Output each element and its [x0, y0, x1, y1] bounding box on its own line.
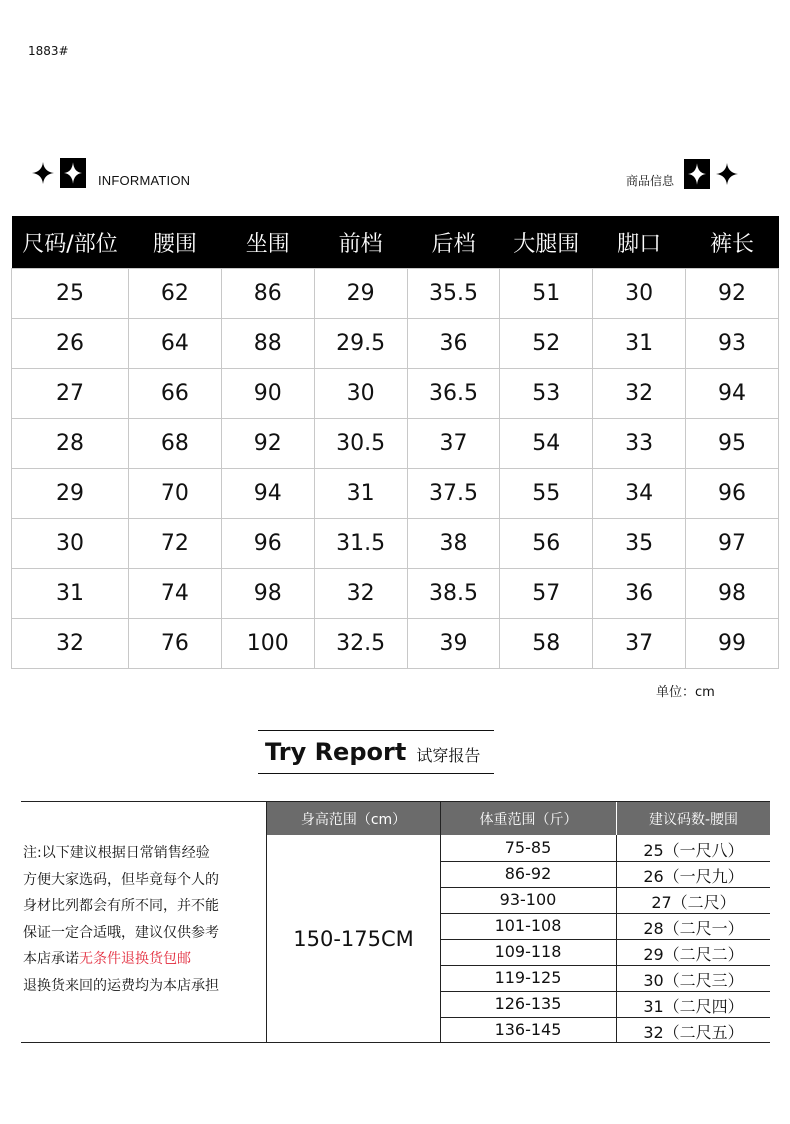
measurement-cell: 38.5 — [407, 569, 500, 619]
weight-range-cell: 86-92 — [504, 864, 552, 883]
measurement-cell: 31 — [593, 319, 686, 369]
weight-range-cell: 75-85 — [504, 838, 552, 857]
report-row — [441, 835, 770, 862]
suggested-size-cell: 29（二尺二） — [643, 945, 744, 964]
measurement-cell: 100 — [221, 619, 314, 669]
measurement-cell: 36.5 — [407, 369, 500, 419]
weight-range-cell: 136-145 — [494, 1020, 562, 1039]
header-cell: 前档 — [314, 216, 407, 269]
measurement-cell: 58 — [500, 619, 593, 669]
note-line: 身材比列都会有所不同，并不能 — [23, 898, 219, 914]
note-line — [23, 946, 263, 973]
measurement-cell: 92 — [221, 419, 314, 469]
product-info-heading — [626, 158, 738, 189]
measurement-cell: 62 — [129, 269, 222, 319]
measurement-cell: 54 — [500, 419, 593, 469]
sparkle-box-icon — [684, 159, 710, 189]
report-row — [441, 1017, 770, 1043]
measurement-cell: 39 — [407, 619, 500, 669]
free-return-promise: 无条件退换货包邮 — [79, 951, 191, 967]
measurement-cell: 34 — [593, 469, 686, 519]
measurement-cell: 51 — [500, 269, 593, 319]
size-chart-header-row — [12, 216, 779, 269]
report-row — [441, 991, 770, 1018]
suggested-size-cell: 26（一尺九） — [643, 867, 744, 886]
measurement-cell: 99 — [686, 619, 779, 669]
size-row — [12, 519, 779, 569]
measurement-cell: 29.5 — [314, 319, 407, 369]
weight-range-cell: 126-135 — [494, 994, 562, 1013]
measurement-cell: 37.5 — [407, 469, 500, 519]
weight-range-cell: 109-118 — [494, 942, 562, 961]
product-code: 1883# — [28, 44, 69, 58]
size-cell: 29 — [12, 469, 129, 519]
unit-label: 单位：cm — [656, 685, 715, 700]
size-row — [12, 419, 779, 469]
report-row — [441, 887, 770, 914]
suggested-size-cell: 27（二尺） — [651, 893, 736, 912]
size-cell: 31 — [12, 569, 129, 619]
size-cell: 30 — [12, 519, 129, 569]
measurement-cell: 96 — [686, 469, 779, 519]
measurement-cell: 30 — [593, 269, 686, 319]
measurement-cell: 92 — [686, 269, 779, 319]
measurement-cell: 31.5 — [314, 519, 407, 569]
weight-range-cell: 93-100 — [499, 890, 557, 909]
report-row — [441, 913, 770, 940]
measurement-cell: 30.5 — [314, 419, 407, 469]
size-cell: 25 — [12, 269, 129, 319]
measurement-cell: 70 — [129, 469, 222, 519]
measurement-cell: 52 — [500, 319, 593, 369]
measurement-cell: 94 — [221, 469, 314, 519]
suggested-size-cell: 31（二尺四） — [643, 997, 744, 1016]
measurement-cell: 76 — [129, 619, 222, 669]
measurement-cell: 56 — [500, 519, 593, 569]
header-cell: 坐围 — [221, 216, 314, 269]
header-cell: 脚口 — [593, 216, 686, 269]
measurement-cell: 95 — [686, 419, 779, 469]
information-label: INFORMATION — [98, 172, 191, 188]
try-report-cn: 试穿报告 — [416, 745, 481, 765]
measurement-cell: 66 — [129, 369, 222, 419]
measurement-cell: 88 — [221, 319, 314, 369]
measurement-cell: 74 — [129, 569, 222, 619]
measurement-cell: 38 — [407, 519, 500, 569]
measurement-cell: 86 — [221, 269, 314, 319]
sparkle-box-icon — [60, 158, 86, 188]
measurement-cell: 32 — [314, 569, 407, 619]
size-row — [12, 269, 779, 319]
size-row — [12, 569, 779, 619]
note-promise-prefix: 本店承诺 — [23, 951, 79, 967]
size-row — [12, 469, 779, 519]
measurement-cell: 98 — [221, 569, 314, 619]
size-row — [12, 319, 779, 369]
report-row — [441, 965, 770, 992]
note-line: 方便大家选码，但毕竟每个人的 — [23, 871, 219, 888]
suggested-size-cell: 25（一尺八） — [643, 841, 744, 860]
size-cell: 26 — [12, 319, 129, 369]
suggested-size-cell: 32（二尺五） — [643, 1023, 744, 1042]
measurement-cell: 68 — [129, 419, 222, 469]
measurement-cell: 31 — [314, 469, 407, 519]
measurement-cell: 37 — [593, 619, 686, 669]
measurement-cell: 97 — [686, 519, 779, 569]
measurement-cell: 37 — [407, 419, 500, 469]
weight-range-cell: 101-108 — [494, 916, 562, 935]
measurement-cell: 96 — [221, 519, 314, 569]
size-cell: 28 — [12, 419, 129, 469]
measurement-cell: 93 — [686, 319, 779, 369]
weight-range-header: 体重范围（斤） — [441, 802, 616, 835]
size-chart-table — [11, 216, 779, 669]
sparkle-icon — [32, 162, 54, 184]
header-cell: 尺码/部位 — [12, 216, 129, 269]
measurement-cell: 35 — [593, 519, 686, 569]
weight-range-cell: 119-125 — [494, 968, 562, 987]
size-row — [12, 369, 779, 419]
try-report-title — [258, 730, 494, 774]
report-row — [441, 939, 770, 966]
measurement-cell: 33 — [593, 419, 686, 469]
height-range-header: 身高范围（cm） — [267, 802, 440, 835]
size-chart-body — [12, 269, 779, 669]
measurement-cell: 35.5 — [407, 269, 500, 319]
product-info-label: 商品信息 — [625, 174, 674, 188]
measurement-cell: 57 — [500, 569, 593, 619]
size-cell: 27 — [12, 369, 129, 419]
suggested-size-cell: 28（二尺一） — [643, 919, 744, 938]
header-cell: 裤长 — [686, 216, 779, 269]
measurement-cell: 90 — [221, 369, 314, 419]
measurement-cell: 32 — [593, 369, 686, 419]
measurement-cell: 36 — [407, 319, 500, 369]
report-row — [441, 861, 770, 888]
measurement-cell: 64 — [129, 319, 222, 369]
measurement-cell: 94 — [686, 369, 779, 419]
measurement-cell: 98 — [686, 569, 779, 619]
header-cell: 大腿围 — [500, 216, 593, 269]
measurement-cell: 36 — [593, 569, 686, 619]
suggested-size-header: 建议码数-腰围 — [617, 802, 770, 835]
size-row — [12, 619, 779, 669]
suggested-size-cell: 30（二尺三） — [643, 971, 744, 990]
header-cell: 后档 — [407, 216, 500, 269]
header-cell: 腰围 — [129, 216, 222, 269]
note-line: 注:以下建议根据日常销售经验 — [23, 845, 210, 861]
height-range-value: 150-175CM — [293, 926, 414, 951]
size-cell: 32 — [12, 619, 129, 669]
information-heading — [32, 158, 190, 188]
size-advice-note — [23, 840, 263, 999]
try-report-en: Try Report — [265, 738, 407, 766]
measurement-cell: 32.5 — [314, 619, 407, 669]
sparkle-icon — [716, 163, 738, 185]
measurement-cell: 53 — [500, 369, 593, 419]
note-line: 退换货来回的运费均为本店承担 — [23, 977, 219, 994]
try-report-table — [21, 801, 770, 1043]
measurement-cell: 29 — [314, 269, 407, 319]
measurement-cell: 55 — [500, 469, 593, 519]
measurement-cell: 72 — [129, 519, 222, 569]
measurement-cell: 30 — [314, 369, 407, 419]
note-line: 保证一定合适哦，建议仅供参考 — [23, 924, 219, 941]
